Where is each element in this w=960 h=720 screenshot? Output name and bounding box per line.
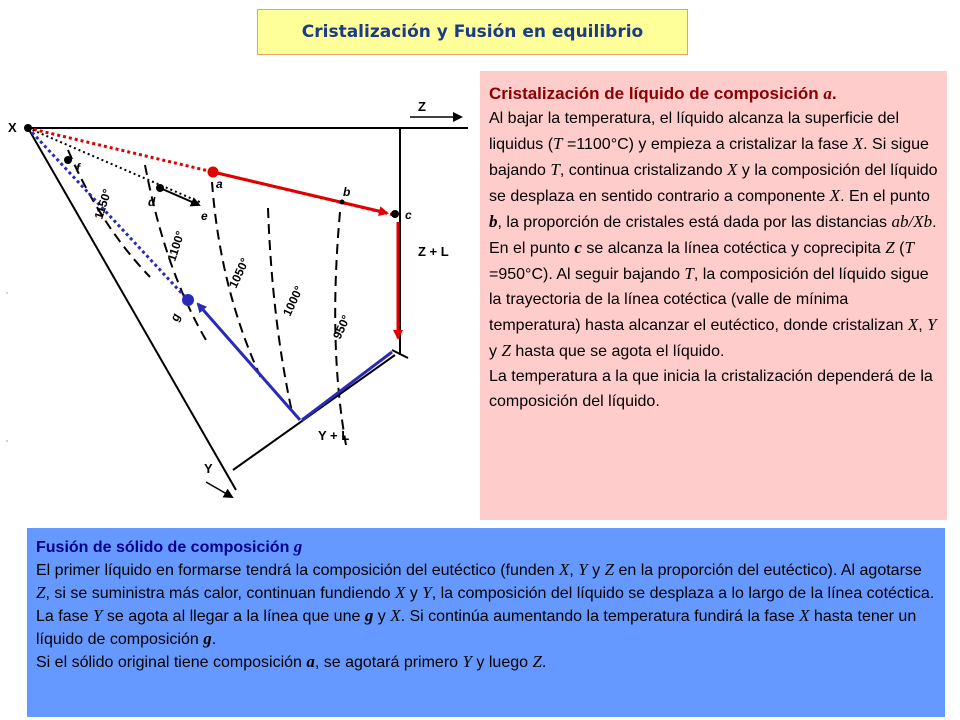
crystallization-paragraph bbox=[489, 364, 939, 414]
crystallization-text-run: X bbox=[907, 315, 919, 334]
fusion-text-run: X bbox=[799, 606, 810, 625]
fusion-path-cotectic bbox=[302, 352, 392, 420]
fusion-text-run: . bbox=[541, 654, 547, 671]
fusion-text-run: y bbox=[373, 608, 391, 625]
label-isotherm-1100: 1100° bbox=[164, 229, 188, 263]
fusion-text-run: El primer líquido en formarse tendrá la composición del eutéctico (funden bbox=[36, 562, 559, 579]
label-isotherm-1000: 1000° bbox=[280, 283, 307, 319]
crystallization-text-run: . Si sigue bajando bbox=[489, 136, 929, 179]
fusion-text-run: Y bbox=[578, 560, 588, 579]
vertex-x-point bbox=[24, 124, 32, 132]
crystallization-text-run: Al bajar la temperatura, el líquido alcanza la superficie del liquidus ( bbox=[489, 110, 900, 153]
fusion-text-run: g bbox=[203, 629, 212, 648]
crystallization-text-run: hasta que se agota el líquido. bbox=[510, 343, 725, 360]
fusion-heading-text: Fusión de sólido de composición bbox=[36, 539, 294, 556]
ternary-phase-diagram bbox=[0, 85, 480, 510]
tie-line-x-e bbox=[28, 128, 202, 203]
fusion-heading bbox=[36, 536, 936, 559]
label-isotherm-1150: 1150° bbox=[91, 187, 115, 221]
crystallization-text-run: y bbox=[489, 343, 502, 360]
crystallization-paragraph bbox=[489, 106, 939, 364]
fusion-text-run: Y bbox=[462, 652, 472, 671]
label-point-g: g bbox=[167, 311, 184, 324]
fusion-text-run: hasta tener un líquido de composición bbox=[36, 608, 917, 648]
label-point-d: d bbox=[148, 195, 156, 209]
label-field-zl: Z + L bbox=[418, 244, 449, 259]
crystallization-text-run: Z bbox=[501, 341, 511, 360]
fusion-body bbox=[36, 559, 936, 674]
crystallization-heading-end: . bbox=[831, 84, 837, 103]
fusion-text-run: . bbox=[211, 631, 217, 648]
fusion-text-run: , la composición del líquido se desplaza a lo largo de la línea cotéctica. La fase bbox=[36, 585, 935, 625]
fusion-text-run: , bbox=[569, 562, 579, 579]
crystallization-text-run: T bbox=[684, 264, 694, 283]
crystallization-heading-var: a bbox=[823, 84, 832, 103]
label-point-f: f bbox=[76, 161, 80, 175]
crystallization-heading-text: Cristalización de líquido de composición bbox=[489, 84, 824, 103]
crystallization-text-run: T bbox=[553, 134, 563, 153]
label-point-c: c bbox=[405, 208, 412, 222]
fusion-text-run: Y bbox=[92, 606, 103, 625]
y-arrow bbox=[206, 482, 232, 497]
label-vertex-y: Y bbox=[204, 461, 213, 476]
fusion-text-run: . Si continúa aumentando la temperatura fundirá la fase bbox=[400, 608, 800, 625]
fusion-text-run: X bbox=[558, 560, 570, 579]
point-c bbox=[391, 210, 399, 218]
fusion-panel bbox=[27, 528, 945, 717]
crystallization-text-run: T bbox=[904, 238, 914, 257]
fusion-path-to-g bbox=[198, 304, 300, 420]
label-isotherm-950: 950° bbox=[330, 312, 354, 342]
edge-x-y bbox=[28, 128, 236, 490]
crystallization-text-run: , continua cristalizando bbox=[559, 162, 728, 179]
label-point-a: a bbox=[216, 177, 223, 191]
stray-dot-2 bbox=[6, 440, 8, 442]
fusion-text-run: a bbox=[306, 652, 315, 671]
fusion-text-run: Z bbox=[532, 652, 542, 671]
fusion-paragraph bbox=[36, 559, 936, 651]
fusion-text-run: Si el sólido original tiene composición bbox=[36, 654, 307, 671]
point-a bbox=[208, 167, 219, 178]
crystallization-path-a-c bbox=[213, 172, 387, 213]
crystallization-text-run: , la composición del líquido sigue la trayectoria de la línea cotéctica (valle de mínima temperatura) hasta alcanzar el eutéctico, donde cristalizan bbox=[489, 266, 929, 334]
tie-line-x-g bbox=[28, 128, 188, 300]
crystallization-text-run: X bbox=[727, 160, 738, 179]
label-isotherm-1050: 1050° bbox=[226, 255, 253, 291]
fusion-text-run: Z bbox=[604, 560, 615, 579]
fusion-text-run: y luego bbox=[471, 654, 533, 671]
isotherm-1150 bbox=[68, 150, 150, 277]
label-vertex-z: Z bbox=[418, 99, 426, 114]
slide-title: Cristalización y Fusión en equilibrio bbox=[257, 9, 688, 55]
crystallization-body bbox=[489, 106, 939, 414]
point-b bbox=[340, 200, 345, 205]
crystallization-text-run: ab/Xb bbox=[891, 212, 933, 231]
crystallization-panel bbox=[480, 71, 947, 520]
lever-segment-d-e bbox=[160, 188, 199, 205]
label-field-yl: Y + L bbox=[318, 428, 350, 443]
crystallization-text-run: , bbox=[918, 317, 928, 334]
crystallization-text-run: Y bbox=[927, 315, 937, 334]
point-g bbox=[182, 294, 194, 306]
crystallization-text-run: =1100°C) y empieza a cristalizar la fase bbox=[562, 136, 853, 153]
fusion-paragraph bbox=[36, 651, 936, 674]
point-d bbox=[156, 184, 164, 192]
crystallization-text-run: . En el punto bbox=[840, 188, 930, 205]
point-f bbox=[64, 156, 72, 164]
fusion-text-run: Z bbox=[36, 583, 46, 602]
fusion-text-run: X bbox=[394, 583, 406, 602]
crystallization-text-run: =950°C). Al seguir bajando bbox=[489, 266, 685, 283]
crystallization-text-run: , la proporción de cristales está dada por las distancias bbox=[497, 214, 892, 231]
fusion-text-run: y bbox=[405, 585, 423, 602]
crystallization-text-run: X bbox=[829, 186, 841, 205]
fusion-text-run: , si se suministra más calor, continuan fundiendo bbox=[45, 585, 395, 602]
crystallization-text-run: c bbox=[574, 238, 582, 257]
crystallization-text-run: X bbox=[852, 134, 864, 153]
crystallization-text-run: T bbox=[550, 160, 560, 179]
label-point-b: b bbox=[343, 185, 351, 199]
fusion-text-run: se agota al llegar a la línea que une bbox=[102, 608, 365, 625]
stray-dot-1 bbox=[6, 292, 8, 294]
crystallization-text-run: b bbox=[489, 212, 498, 231]
crystallization-heading bbox=[489, 81, 939, 106]
fusion-text-run: Y bbox=[422, 583, 432, 602]
crystallization-text-run: y la composición del líquido se desplaza en sentido contrario a componente bbox=[489, 162, 938, 205]
crystallization-text-run: Z bbox=[885, 238, 895, 257]
fusion-text-run: , se agotará primero bbox=[314, 654, 463, 671]
fusion-text-run: X bbox=[390, 606, 401, 625]
fusion-text-run: g bbox=[364, 606, 374, 625]
label-vertex-x: X bbox=[8, 120, 17, 135]
fusion-text-run: y bbox=[587, 562, 605, 579]
fusion-heading-var: g bbox=[293, 537, 303, 556]
crystallization-text-run: ( bbox=[894, 240, 905, 257]
crystallization-text-run: . En el punto bbox=[489, 214, 937, 257]
crystallization-text-run: se alcanza la línea cotéctica y coprecipita bbox=[581, 240, 886, 257]
label-point-e: e bbox=[201, 209, 208, 223]
fusion-text-run: en la proporción del eutéctico). Al agotarse bbox=[614, 562, 922, 579]
crystallization-text-run: La temperatura a la que inicia la cristalización dependerá de la composición del líquido. bbox=[489, 368, 933, 410]
